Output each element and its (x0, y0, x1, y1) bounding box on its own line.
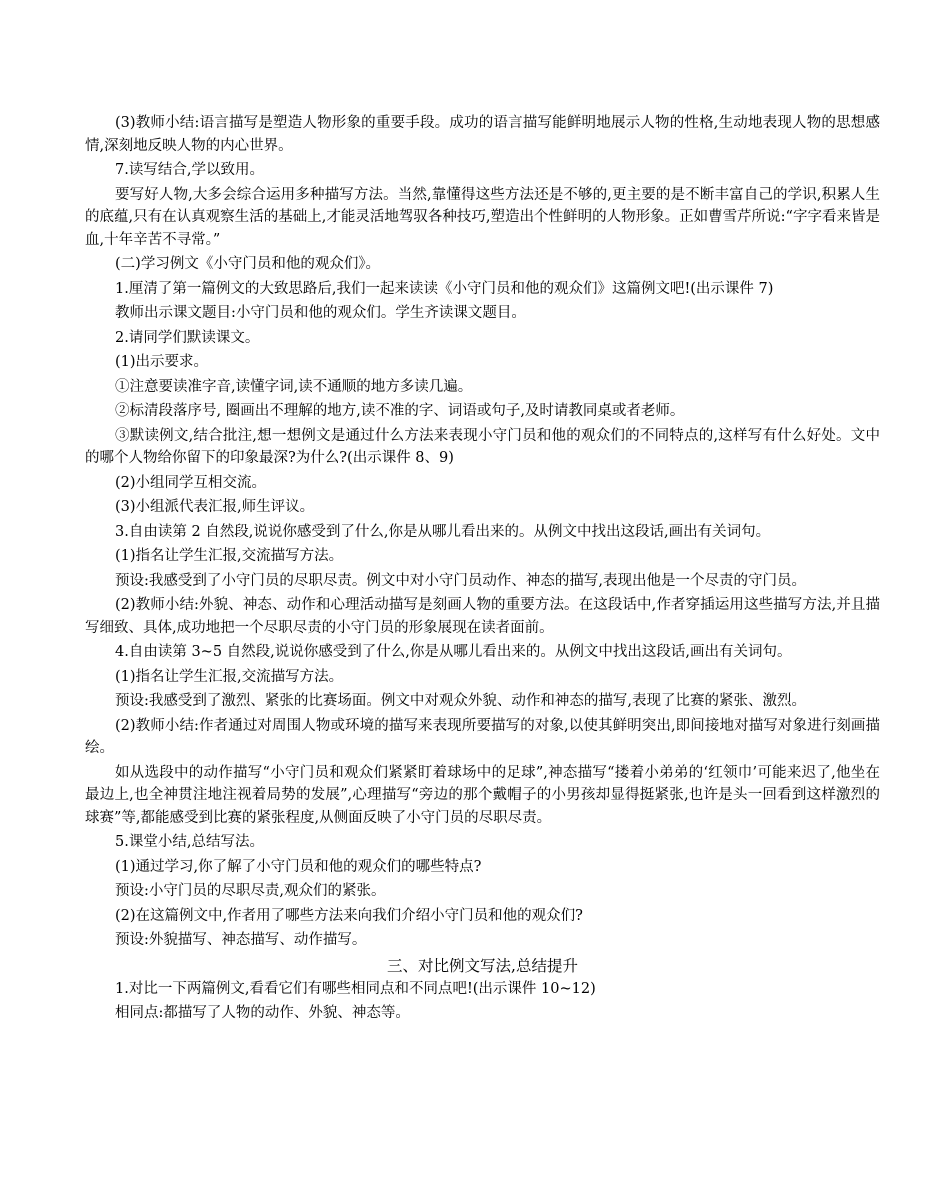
paragraph-requirement-2: ②标清段落序号, 圈画出不理解的地方,读不准的字、词语或句子,及时请教同桌或者老师。 (115, 403, 685, 419)
paragraph-preset-1: 预设:我感受到了小守门员的尽职尽责。例文中对小守门员动作、神态的描写,表现出他是一个尽责的守门员。 (115, 572, 806, 589)
paragraph-group-report: (3)小组派代表汇报,师生评议。 (115, 499, 315, 515)
paragraph-section-two: (二)学习例文《小守门员和他的观众们》。 (115, 256, 381, 272)
paragraph-similarities: 相同点:都描写了人物的动作、外貌、神态等。 (115, 1005, 410, 1021)
paragraph-requirements: (1)出示要求。 (115, 354, 209, 370)
paragraph-writing-methods: 要写好人物,大多会综合运用多种描写方法。当然,靠懂得这些方法还是不够的,更主要的是不断丰富自己的学识,积累人生的底蕴,只有在认真观察生活的基础上,才能灵活地驾驭各种技巧,塑造出个性鲜明的人物形象。正如曹雪芹所说:“字字看来皆是血,十年辛苦不寻常。” (85, 186, 880, 248)
paragraph-step-2: 2.请同学们默读课文。 (115, 329, 260, 346)
paragraph-teacher-summary-language: (3)教师小结:语言描写是塑造人物形象的重要手段。成功的语言描写能鲜明地展示人物的性格,生动地表现人物的思想感情,深刻地反映人物的内心世界。 (85, 115, 880, 154)
paragraph-preset-3: 预设:小守门员的尽职尽责,观众们的紧张。 (115, 883, 386, 899)
paragraph-step-7: 7.读写结合,学以致用。 (115, 162, 264, 178)
paragraph-step-3: 3.自由读第 2 自然段,说说你感受到了什么,你是从哪儿看出来的。从例文中找出这段话,画出有关词句。 (115, 523, 771, 540)
paragraph-student-report-1: (1)指名让学生汇报,交流描写方法。 (115, 548, 344, 564)
document-page (85, 112, 880, 1025)
paragraph-step-1-read: 1.厘清了第一篇例文的大致思路后,我们一起来读读《小守门员和他的观众们》这篇例文吧!(出示课件 7) (115, 280, 774, 297)
paragraph-teacher-summary-2: (2)教师小结:外貌、神态、动作和心理活动描写是刻画人物的重要方法。在这段话中,作者穿插运用这些描写方法,并且描写细致、具体,成功地把一个尽职尽责的小守门员的形象展现在读者面前。 (85, 597, 880, 636)
paragraph-preset-4: 预设:外貌描写、神态描写、动作描写。 (115, 932, 367, 948)
paragraph-show-title: 教师出示课文题目:小守门员和他的观众们。学生齐读课文题目。 (115, 305, 526, 321)
paragraph-step-5: 5.课堂小结,总结写法。 (115, 834, 264, 850)
paragraph-teacher-summary-3: (2)教师小结:作者通过对周围人物或环境的描写来表现所要描写的对象,以使其鲜明突出,即间接地对描写对象进行刻画描绘。 (85, 717, 880, 756)
paragraph-student-report-2: (1)指名让学生汇报,交流描写方法。 (115, 668, 344, 685)
paragraph-compare: 1.对比一下两篇例文,看看它们有哪些相同点和不同点吧!(出示课件 10~12) (115, 980, 596, 997)
paragraph-requirement-1: ①注意要读准字音,读懂字词,读不通顺的地方多读几遍。 (115, 378, 473, 395)
paragraph-preset-2: 预设:我感受到了激烈、紧张的比赛场面。例文中对观众外貌、动作和神态的描写,表现了比赛的紧张、激烈。 (115, 693, 806, 709)
paragraph-requirement-3: ③默读例文,结合批注,想一想例文是通过什么方法来表现小守门员和他的观众们的不同特点的,这样写有什么好处。文中的哪个人物给你留下的印象最深?为什么?(出示课件 8、9) (85, 427, 880, 466)
paragraph-question-2: (2)在这篇例文中,作者用了哪些方法来向我们介绍小守门员和他的观众们? (115, 907, 583, 924)
paragraph-example-analysis: 如从选段中的动作描写“小守门员和观众们紧紧盯着球场中的足球”,神态描写“搂着小弟弟的‘红领巾’可能来迟了,他坐在最边上,也全神贯注地注视着局势的发展”,心理描写“旁边的那个戴帽子的小男孩却显得挺紧张,也许是头一回看到这样激烈的球赛”等,都能感受到比赛的紧张程度,从侧面反映了小守门员的尽职尽责。 (85, 764, 880, 826)
paragraph-group-exchange: (2)小组同学互相交流。 (115, 474, 267, 491)
paragraph-step-4: 4.自由读第 3~5 自然段,说说你感受到了什么,你是从哪儿看出来的。从例文中找出这段话,画出有关词句。 (115, 644, 792, 660)
section-heading: 三、对比例文写法,总结提升 (387, 956, 578, 975)
paragraph-question-1: (1)通过学习,你了解了小守门员和他的观众们的哪些特点? (115, 858, 482, 875)
